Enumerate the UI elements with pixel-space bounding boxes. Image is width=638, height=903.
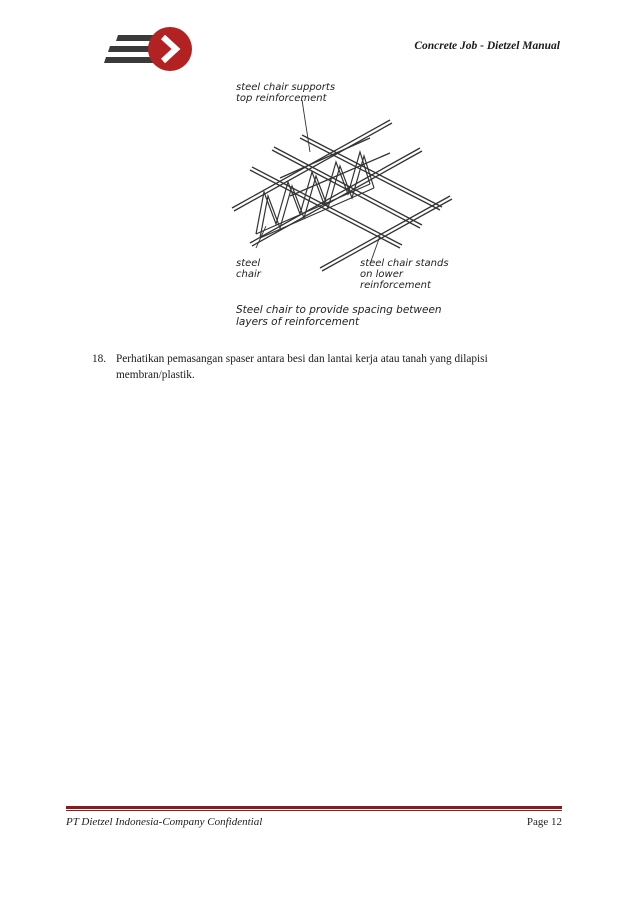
list-item — [92, 351, 562, 383]
footer-company: PT Dietzel Indonesia-Company Confidential — [66, 816, 263, 828]
figure-label-right: steel chair stands on lower reinforcement — [360, 258, 449, 291]
instruction-list — [92, 351, 562, 383]
figure-label-top: steel chair supports top reinforcement — [236, 82, 336, 104]
figure-caption: Steel chair to provide spacing between layers of reinforcement — [236, 304, 442, 328]
header-title: Concrete Job - Dietzel Manual — [414, 40, 560, 52]
list-item-number: 18. — [92, 353, 107, 365]
steel-chair-illustration — [220, 78, 460, 328]
footer-rule — [66, 806, 562, 809]
footer-rule-thin — [66, 810, 562, 811]
list-item-text: Perhatikan pemasangan spaser antara besi dan lantai kerja atau tanah yang dilapisi membran/plastik. — [116, 353, 488, 381]
logo-circle — [148, 27, 192, 71]
page-number: Page 12 — [526, 816, 562, 828]
company-logo — [104, 24, 196, 74]
figure-label-left: steel chair — [236, 258, 261, 280]
